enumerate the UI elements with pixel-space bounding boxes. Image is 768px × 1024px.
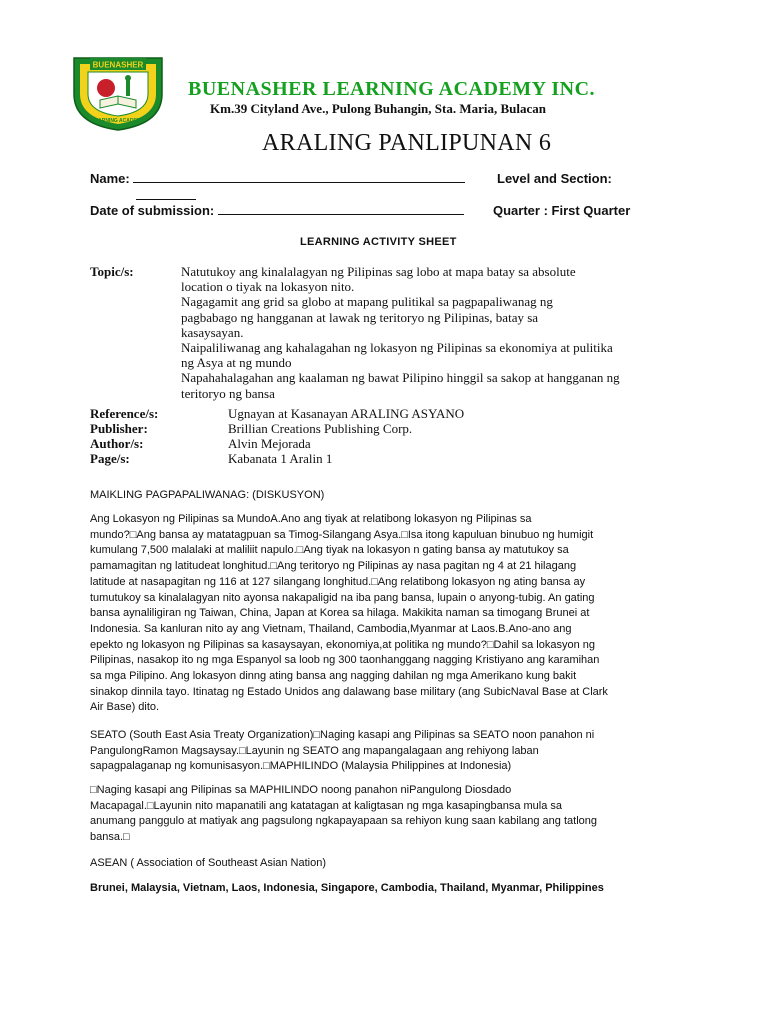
date-blank-line[interactable] xyxy=(218,203,464,215)
quarter-label: Quarter : First Quarter xyxy=(493,203,631,218)
discussion-paragraph: Ang Lokasyon ng Pilipinas sa MundoA.Ano ang tiyak at relatibong lokasyon ng Pilipinas sa mundo?□Ang bansa ay matatagpuan sa Timog-Silangang Asya.□Isa itong kapuluan binubuo ng humigit kumulang 7,500 malalaki at maliliit napulo.□Ang tiyak na lokasyon n gating bansa ay matutukoy sa pamamagitan ng latitudeat longhitud.□Ang teritoryo ng Pilipinas ay nasa pagitan ng 4 at 21 hilagang latitude at nasapagitan ng 116 at 127 silangang longhitud.□Ang relatibong lokasyon ng ating bansa ay tumutukoy sa kinalalagyan nito ayonsa nakapaligid na iba pang bansa, lupain o anyong-tubig. An gating bansa aynaliligiran ng Taiwan, China, Japan at Korea sa hilaga. Makikita naman sa timogang Brunei at Indonesia. Sa kanluran nito ay ang Vietnam, Thailand, Cambodia,Myanmar at Laos.B.Ano-ano ang epekto ng lokasyon ng Pilipinas sa kasaysayan, ekonomiya,at politika ng mundo?□Dahil sa lokasyon ng Pilipinas, nasakop ito ng mga Espanyol sa loob ng 300 taonhanggang nagging Kristiyano ang karamihan sa mga Pilipino. Ang lokasyon dinng ating bansa ang nagging dahilan ng mga Amerikano kung bakit sinakop dinnila tayo. Itinatag ng Estado Unidos ang dalawang base military (ang SubicNaval Base at Clark Air Base) dito. xyxy=(90,513,608,714)
level-section-field xyxy=(136,188,196,203)
author-value: Alvin Mejorada xyxy=(228,436,311,451)
subject-title: ARALING PANLIPUNAN 6 xyxy=(262,130,552,156)
discussion-heading: MAIKLING PAGPAPALIWANAG: (DISKUSYON) xyxy=(90,489,325,501)
logo-arc-text: LEARNING ACADEMY xyxy=(91,118,145,124)
school-name: BUENASHER LEARNING ACADEMY INC. xyxy=(188,78,596,100)
name-field xyxy=(90,171,465,186)
reference-value: Ugnayan at Kasanayan ARALING ASYANO xyxy=(228,406,465,421)
level-section-blank-line[interactable] xyxy=(136,188,196,200)
date-field xyxy=(90,203,464,218)
name-blank-line[interactable] xyxy=(133,171,465,183)
topic-label: Topic/s: xyxy=(90,264,134,279)
learning-activity-sheet-title: LEARNING ACTIVITY SHEET xyxy=(300,236,457,248)
page-label: Page/s: xyxy=(90,451,130,466)
asean-members: Brunei, Malaysia, Vietnam, Laos, Indonesia, Singapore, Cambodia, Thailand, Myanmar, Philippines xyxy=(90,882,604,894)
page-value: Kabanata 1 Aralin 1 xyxy=(228,451,333,466)
author-label: Author/s: xyxy=(90,436,144,451)
level-section-label: Level and Section: xyxy=(497,171,612,186)
logo-top-text: BUENASHER xyxy=(92,60,144,70)
publisher-value: Brillian Creations Publishing Corp. xyxy=(228,421,413,436)
publisher-label: Publisher: xyxy=(90,421,148,436)
asean-heading: ASEAN ( Association of Southeast Asian Nation) xyxy=(90,857,327,869)
maphilindo-paragraph: □Naging kasapi ang Pilipinas sa MAPHILINDO noong panahon niPangulong Diosdado Macapagal.□Layunin nito mapanatili ang katatagan at kaligtasan ng mga kasapingbansa mula sa anumang panggulo at matiyak ang pagsulong ngkapayapaan sa rehiyon kung saan kabilang ang tatlong bansa.□ xyxy=(90,784,597,844)
reference-label: Reference/s: xyxy=(90,406,159,421)
school-address: Km.39 Cityland Ave., Pulong Buhangin, Sta. Maria, Bulacan xyxy=(210,101,547,116)
name-label: Name: xyxy=(90,171,130,186)
date-label: Date of submission: xyxy=(90,203,215,218)
seato-paragraph: SEATO (South East Asia Treaty Organization)□Naging kasapi ang Pilipinas sa SEATO noon panahon ni PangulongRamon Magsaysay.□Layunin ng SEATO ang mapangalagaan ang rehiyong laban sapagpalaganap ng komunisasyon.□MAPHILINDO (Malaysia Philippines at Indonesia) xyxy=(90,729,595,773)
topic-text: Natutukoy ang kinalalagyan ng Pilipinas sag lobo at mapa batay sa absolute location o tiyak na lokasyon nito. Nagagamit ang grid sa globo at mapang pulitikal sa pagpapaliwanag ng pagbabago ng hangganan at lawak ng teritoryo ng Pilipinas, batay sa kasaysayan. Naipaliliwanag ang kahalagahan ng lokasyon ng Pilipinas sa ekonomiya at pulitika ng Asya at ng mundo Napahahalagahan ang kaalaman ng bawat Pilipino hinggil sa sakop at hangganan ng teritoryo ng bansa xyxy=(181,264,620,401)
school-logo xyxy=(68,52,168,132)
